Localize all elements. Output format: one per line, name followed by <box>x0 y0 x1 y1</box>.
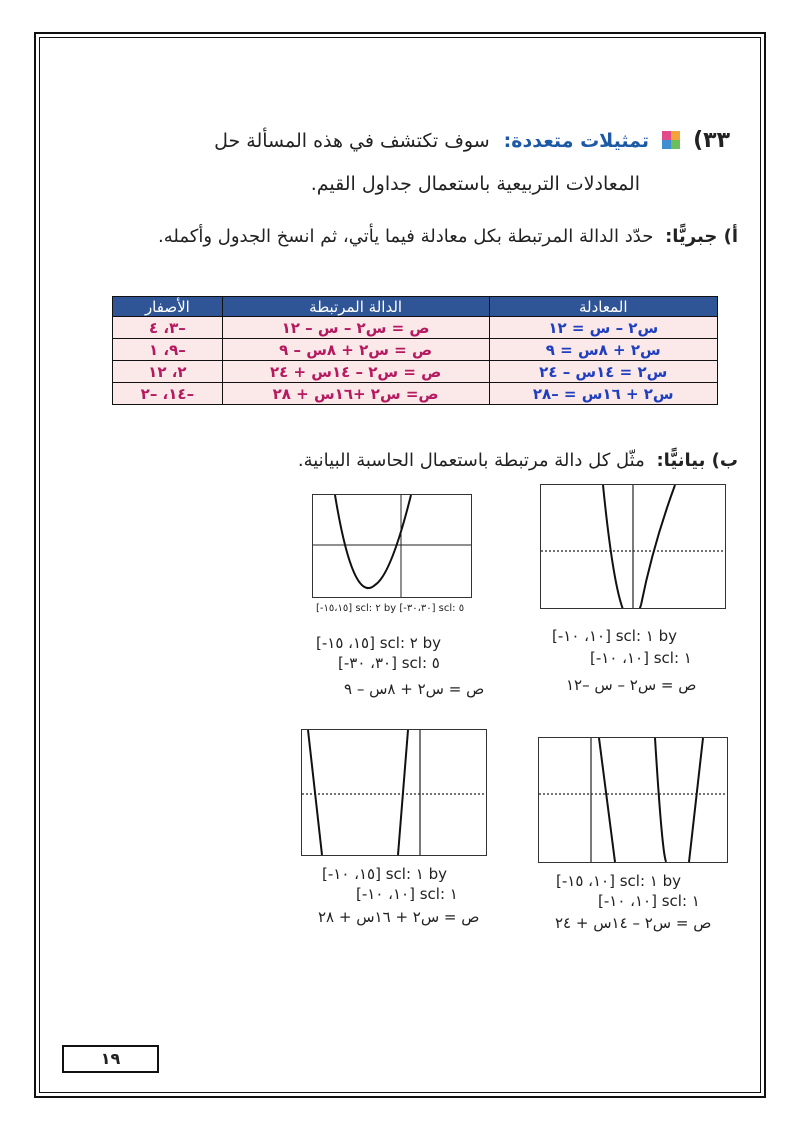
table-header-row <box>113 297 718 317</box>
table-row <box>113 339 718 361</box>
graph-2-window-x: [-١٥، ١٥] scl: ٢ by <box>316 634 442 652</box>
part-b <box>298 450 738 471</box>
graph-4-window-x: [-١٥، ١٠] scl: ١ by <box>322 865 448 883</box>
graph-4-window-y: [-١٠، ١٠] scl: ١ <box>356 885 458 903</box>
cell-equation: س٢ + ١٦س = –٢٨ <box>489 383 718 405</box>
graph-2-function: ص = س٢ + ٨س – ٩ <box>344 680 485 698</box>
graph-screen-3 <box>538 737 728 863</box>
graph-screen-1 <box>540 484 726 609</box>
header-equation: المعادلة <box>489 297 718 317</box>
part-a-label: أ) جبريًّا: <box>665 226 738 247</box>
graph-3-window-x: [-١٠، ١٥] scl: ١ by <box>556 872 682 890</box>
cell-zeros: –١٤، –٢ <box>113 383 223 405</box>
cell-equation: س٢ – س = ١٢ <box>489 317 718 339</box>
multiple-representations-icon <box>661 130 681 150</box>
graph-2-window-y: [-٣٠، ٣٠] scl: ٥ <box>338 654 440 672</box>
question-text-2: المعادلات التربيعية باستعمال جداول القيم. <box>310 173 640 195</box>
part-b-label: ب) بيانيًّا: <box>656 450 738 471</box>
question-line-1 <box>214 128 730 153</box>
cell-function: ص = س٢ – ١٤س + ٢٤ <box>222 361 489 383</box>
table-row <box>113 383 718 405</box>
question-text-1: سوف تكتشف في هذه المسألة حل <box>214 130 490 152</box>
graph-1-function: ص = س٢ – س –١٢ <box>566 676 697 694</box>
cell-zeros: –٣، ٤ <box>113 317 223 339</box>
graph-4-function: ص = س٢ + ١٦س + ٢٨ <box>318 908 480 926</box>
graph-3-window-y: [-١٠، ١٠] scl: ١ <box>598 892 700 910</box>
cell-function: ص = س٢ + ٨س – ٩ <box>222 339 489 361</box>
page-number: ١٩ <box>62 1045 159 1073</box>
table-row <box>113 361 718 383</box>
cell-function: ص = س٢ – س – ١٢ <box>222 317 489 339</box>
header-zeros: الأصفار <box>113 297 223 317</box>
graph-3-function: ص = س٢ – ١٤س + ٢٤ <box>555 914 712 932</box>
equations-table <box>112 296 718 405</box>
cell-zeros: –٩، ١ <box>113 339 223 361</box>
question-number: ٣٣) <box>693 128 730 153</box>
graph-1-window-x: [-١٠، ١٠] scl: ١ <box>590 649 692 667</box>
graph-1-window-y: [-١٠، ١٠] scl: ١ by <box>552 627 678 645</box>
cell-function: ص= س٢ +١٦س + ٢٨ <box>222 383 489 405</box>
part-b-text: مثّل كل دالة مرتبطة باستعمال الحاسبة البيانية. <box>297 450 645 471</box>
question-heading: تمثيلات متعددة: <box>503 130 649 152</box>
table-row <box>113 317 718 339</box>
graph-screen-4 <box>301 729 487 856</box>
cell-equation: س٢ = ١٤س – ٢٤ <box>489 361 718 383</box>
graph-2-small-caption: [-١٥،١٥] scl: ٢ by [-٣٠،٣٠] scl: ٥ <box>316 603 465 614</box>
part-a-text: حدّد الدالة المرتبطة بكل معادلة فيما يأتي، ثم انسخ الجدول وأكمله. <box>158 226 654 247</box>
graph-screen-2 <box>312 494 472 598</box>
cell-equation: س٢ + ٨س = ٩ <box>489 339 718 361</box>
header-function: الدالة المرتبطة <box>222 297 489 317</box>
part-a <box>158 226 738 247</box>
cell-zeros: ٢، ١٢ <box>113 361 223 383</box>
